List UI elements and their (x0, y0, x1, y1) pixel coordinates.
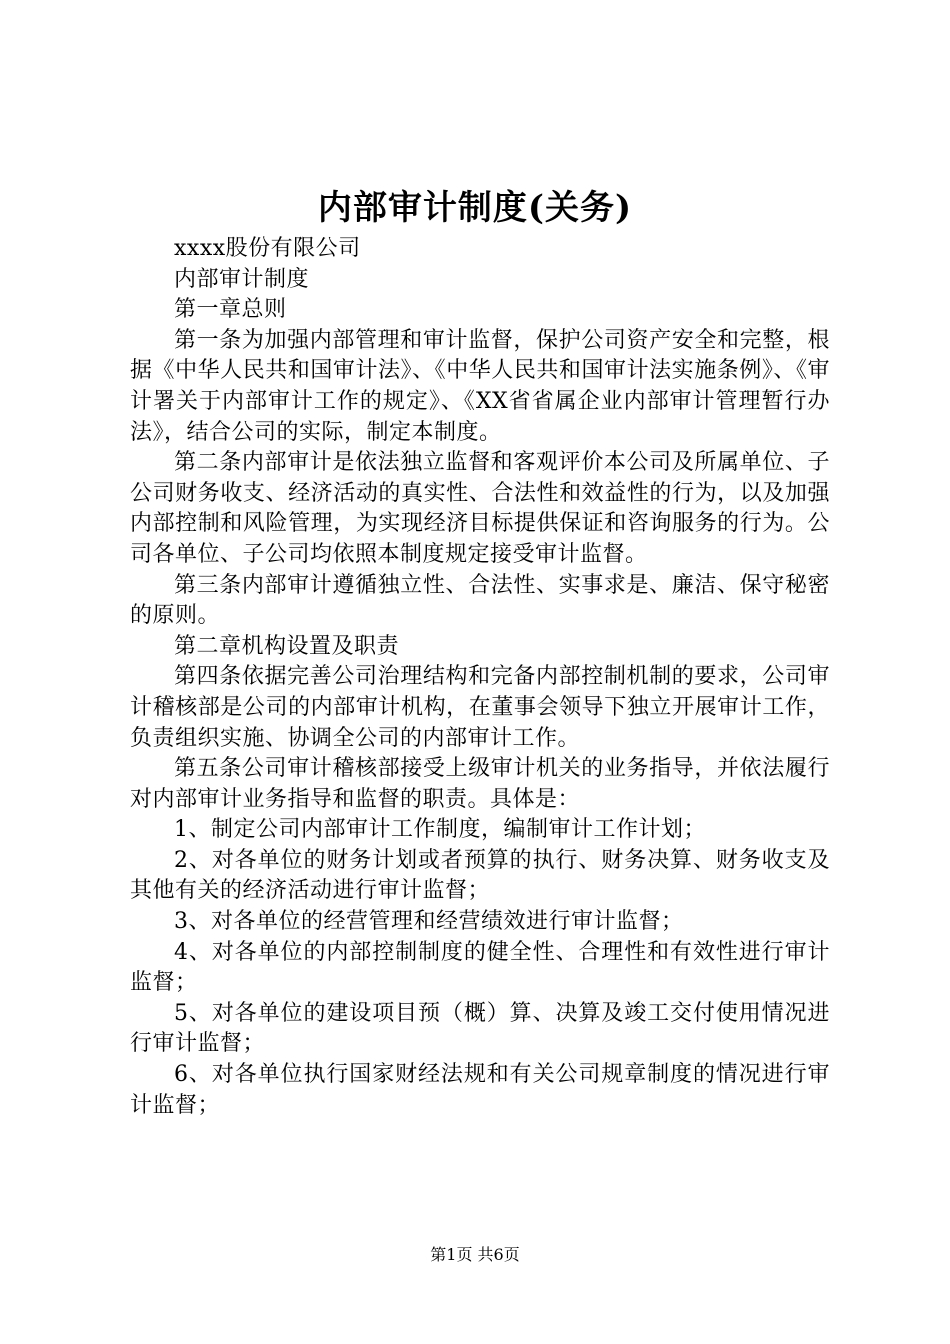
regulation-name: 内部审计制度 (174, 266, 310, 292)
company-name: xxxx股份有限公司 (174, 236, 361, 261)
document-title: 内部审计制度(关务) (317, 188, 633, 228)
article-paragraph: 第二条内部审计是依法独立监督和客观评价本公司及所属单位、子公司财务收支、经济活动的真实性、合法性和效益性的行为，以及加强内部控制和风险管理，为实现经济目标提供保证和咨询服务的行为。公司各单位、子公司均依照本制度规定接受审计监督。 (130, 450, 830, 567)
article-paragraph: 第一条为加强内部管理和审计监督，保护公司资产安全和完整，根据《中华人民共和国审计法》、《中华人民共和国审计法实施条例》、《审计署关于内部审计工作的规定》、《XX省省属企业内部审计管理暂行办法》，结合公司的实际，制定本制度。 (130, 327, 830, 445)
list-item: 2、对各单位的财务计划或者预算的执行、财务决算、财务收支及其他有关的经济活动进行审计监督； (130, 847, 830, 904)
list-item: 4、对各单位的内部控制制度的健全性、合理性和有效性进行审计监督； (130, 939, 830, 996)
list-item: 1、制定公司内部审计工作制度，编制审计工作计划； (174, 817, 706, 843)
chapter-heading: 第一章总则 (174, 297, 287, 323)
document-body (130, 234, 830, 1121)
article-paragraph: 第三条内部审计遵循独立性、合法性、实事求是、廉洁、保守秘密的原则。 (130, 572, 830, 629)
page-number-footer: 第1页 共6页 (430, 1245, 520, 1264)
chapter-heading: 第二章机构设置及职责 (174, 633, 400, 659)
list-item: 6、对各单位执行国家财经法规和有关公司规章制度的情况进行审计监督； (130, 1062, 830, 1118)
article-paragraph: 第四条依据完善公司治理结构和完备内部控制机制的要求，公司审计稽核部是公司的内部审计机构，在董事会领导下独立开展审计工作，负责组织实施、协调全公司的内部审计工作。 (130, 664, 830, 751)
article-paragraph: 第五条公司审计稽核部接受上级审计机关的业务指导，并依法履行对内部审计业务指导和监督的职责。具体是： (130, 756, 830, 812)
list-item: 3、对各单位的经营管理和经营绩效进行审计监督； (174, 909, 684, 935)
list-item: 5、对各单位的建设项目预（概）算、决算及竣工交付使用情况进行审计监督； (130, 1000, 830, 1057)
